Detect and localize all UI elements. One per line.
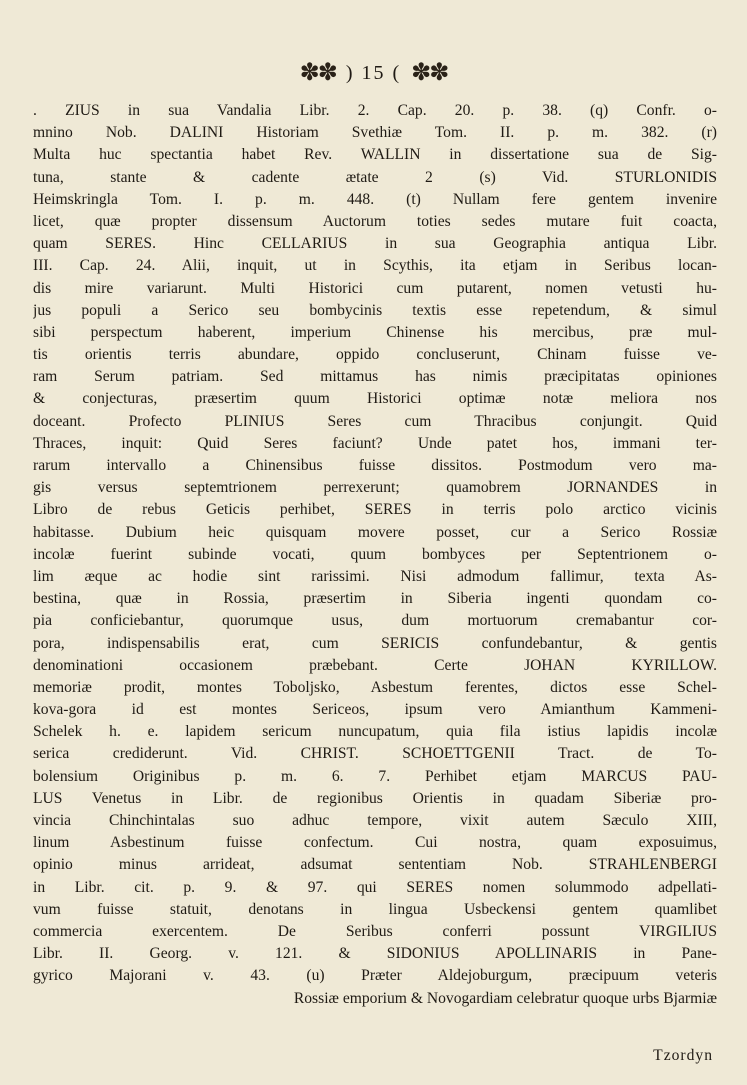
text-line: Libro de rebus Geticis perhibet, SERES in terris polo arctico vicinis (33, 501, 717, 519)
text-line: gyrico Majorani v. 43. (u) Præter Aldejoburgum, præcipuum veteris (33, 967, 717, 985)
text-line: memoriæ prodit, montes Toboljsko, Asbestum ferentes, dictos esse Schel- (33, 678, 717, 696)
text-line: rarum intervallo a Chinensibus fuisse dissitos. Postmodum vero ma- (33, 457, 717, 474)
text-line: vum fuisse statuit, denotans in lingua Usbeckensi gentem quamlibet (33, 900, 717, 918)
text-line: Libr. II. Georg. v. 121. & SIDONIUS APOLLINARIS in Pane- (33, 945, 717, 963)
page-number: ) 15 ( (345, 61, 402, 84)
text-line: bolensium Originibus p. m. 6. 7. Perhibet etjam MARCUS PAU- (33, 767, 717, 785)
text-line: ram Serum patriam. Sed mittamus has nimis præcipitatas opiniones (33, 368, 717, 386)
text-line: commercia exercentem. De Seribus conferri possunt VIRGILIUS (33, 922, 717, 940)
page-header (0, 56, 747, 90)
text-line: denominationi occasionem præbebant. Certe JOHAN KYRILLOW. (33, 656, 717, 674)
ornament-right-icon: ✽✽ (411, 60, 448, 86)
text-line: sibi perspectum haberent, imperium Chinense his mercibus, præ mul- (33, 323, 717, 341)
text-line: tis orientis terris abundare, oppido concluserunt, Chinam fuisse ve- (33, 346, 717, 364)
text-line: lim æque ac hodie sint rarissimi. Nisi admodum fallimur, texta As- (33, 567, 717, 585)
footnote-text-block (33, 100, 717, 1010)
text-line: . ZIUS in sua Vandalia Libr. 2. Cap. 20. p. 38. (q) Confr. o- (33, 102, 717, 119)
text-line: vincia Chinchintalas suo adhuc tempore, vixit autem Sæculo XIII, (33, 812, 717, 829)
text-line: habitasse. Dubium heic quisquam movere posset, cur a Serico Rossiæ (33, 523, 717, 541)
text-line: dis mire variarunt. Multi Historici cum putarent, nomen vetusti hu- (33, 279, 717, 297)
text-line: mnino Nob. DALINI Historiam Svethiæ Tom. II. p. m. 382. (r) (33, 124, 717, 142)
text-line: incolæ fuerint subinde vocati, quum bombyces per Septentrionem o- (33, 545, 717, 563)
text-line: doceant. Profecto PLINIUS Seres cum Thracibus conjungit. Quid (33, 412, 717, 430)
catchword: Tzordyn (653, 1047, 713, 1064)
text-line: gis versus septemtrionem perrexerunt; quamobrem JORNANDES in (33, 479, 717, 497)
text-line: in Libr. cit. p. 9. & 97. qui SERES nomen solummodo adpellati- (33, 878, 717, 896)
text-line: & conjecturas, præsertim quum Historici optimæ notæ meliora nos (33, 390, 717, 408)
text-line: pora, indispensabilis erat, cum SERICIS confundebantur, & gentis (33, 634, 717, 652)
text-line: III. Cap. 24. Alii, inquit, ut in Scythis, ita etjam in Seribus locan- (33, 257, 717, 275)
text-line: kova-gora id est montes Sericeos, ipsum vero Amianthum Kammeni- (33, 701, 717, 719)
text-line: opinio minus arrideat, adsumat sententiam Nob. STRAHLENBERGI (33, 856, 717, 874)
text-line: pia conficiebantur, quorumque usus, dum mortuorum cremabantur cor- (33, 612, 717, 630)
text-line: serica crediderunt. Vid. CHRIST. SCHOETTGENII Tract. de To- (33, 745, 717, 763)
text-line: Thraces, inquit: Quid Seres faciunt? Unde patet hos, immani ter- (33, 434, 717, 452)
text-line: Heimskringla Tom. I. p. m. 448. (t) Nullam fere gentem invenire (33, 190, 717, 208)
text-line: linum Asbestinum fuisse confectum. Cui nostra, quam exposuimus, (33, 834, 717, 852)
text-line: Multa huc spectantia habet Rev. WALLIN in dissertatione sua de Sig- (33, 146, 717, 164)
text-line: tuna, stante & cadente ætate 2 (s) Vid. STURLONIDIS (33, 168, 717, 186)
text-line: jus populi a Serico seu bombycinis textis esse repetendum, & simul (33, 301, 717, 319)
text-line: quam SERES. Hinc CELLARIUS in sua Geographia antiqua Libr. (33, 235, 717, 253)
text-line: Rossiæ emporium & Novogardiam celebratur quoque urbs Bjarmiæ (293, 989, 717, 1007)
text-line: LUS Venetus in Libr. de regionibus Orientis in quadam Siberiæ pro- (33, 789, 717, 807)
ornament-left-icon: ✽✽ (299, 60, 336, 86)
text-line: licet, quæ propter dissensum Auctorum toties sedes mutare fuit coacta, (33, 212, 717, 230)
text-line: bestina, quæ in Rossia, præsertim in Siberia ingenti quondam co- (33, 590, 717, 608)
text-line: Schelek h. e. lapidem sericum nuncupatum, quia fila istius lapidis incolæ (33, 723, 717, 741)
